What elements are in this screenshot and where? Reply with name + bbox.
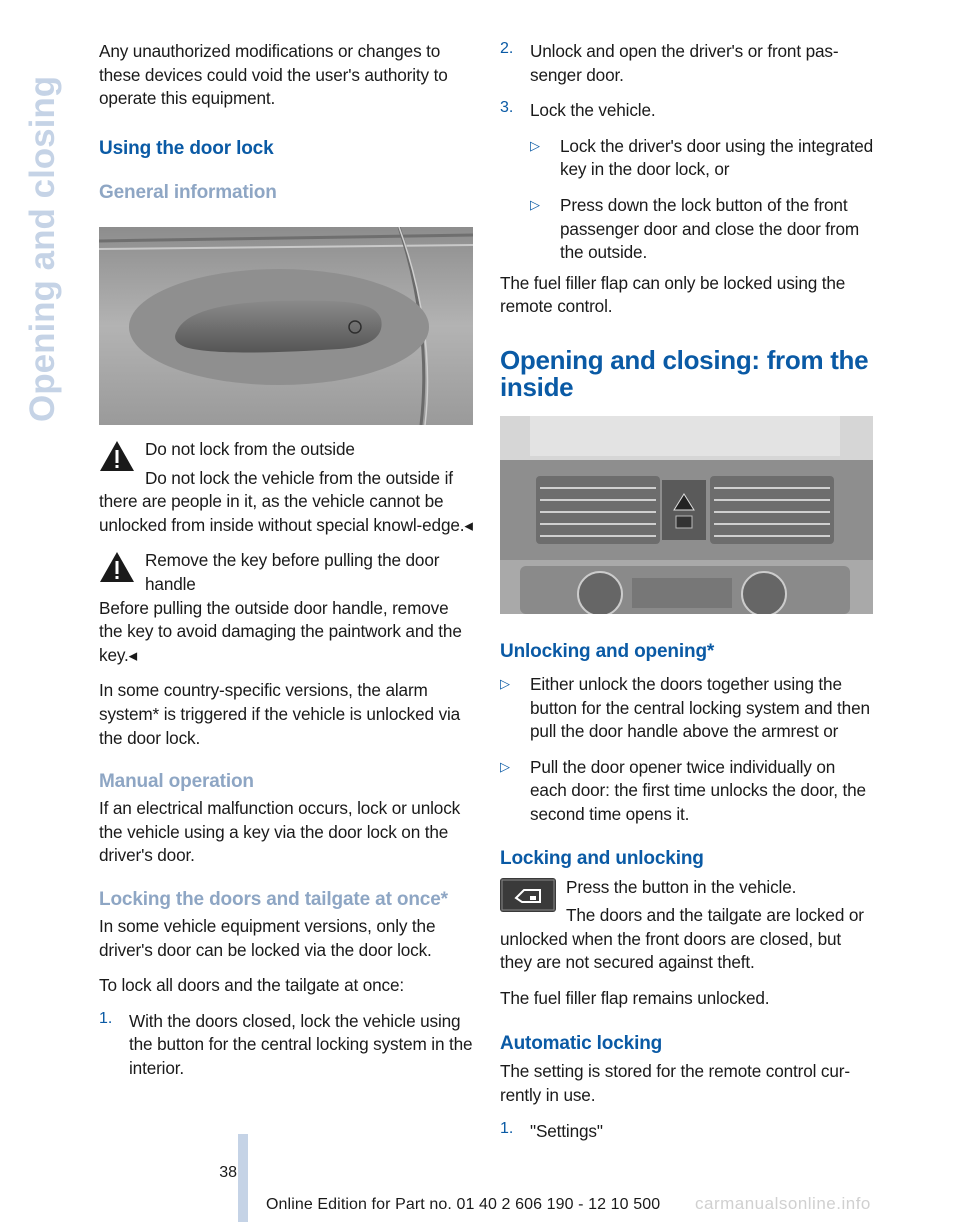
sidebar-chapter-title: [8, 40, 64, 440]
warning-triangle-icon: [99, 551, 135, 583]
center-console-image: [500, 416, 873, 614]
unlock-bullet-2-text: Pull the door opener twice individually on each door: the first time unlocks the door, the second time opens it.: [530, 756, 866, 824]
warning-triangle-icon: [99, 440, 135, 472]
unlock-bullet-1: [500, 673, 874, 744]
step-3: [500, 99, 874, 123]
bullet-triangle-icon: ▷: [530, 137, 540, 153]
locking-once-body-2: To lock all doors and the tailgate at once:: [99, 975, 405, 996]
heading-general-information: General information: [99, 182, 277, 203]
watermark: carmanualsonline.info: [695, 1194, 871, 1213]
door-handle-image: [99, 227, 473, 425]
footer-accent-bar: [238, 1134, 248, 1222]
fuel-flap-paragraph: The fuel filler flap can only be locked using the remote control.: [500, 272, 846, 317]
locking-once-body-1: In some vehicle equipment versions, only the driver's door can be locked via the door lock.: [99, 915, 436, 960]
heading-manual-operation: Manual operation: [99, 771, 254, 793]
warning-remove-key-title: Remove the key before pulling the door handle: [145, 550, 440, 594]
step-3-bullet-1-text: Lock the driver's door using the integrated key in the door lock, or: [560, 135, 874, 180]
intro-paragraph: Any unauthorized modifications or changes to these devices could void the user's authority to operate this equipment.: [99, 41, 448, 109]
warning-lock-outside-body-first: Do not lock the vehicle from the outside if: [145, 467, 453, 488]
unlock-bullet-1-text: Either unlock the doors together using the button for the central locking system and then pull the door handle above the armrest or: [530, 673, 870, 742]
heading-unlocking-opening: Unlocking and opening*: [500, 640, 715, 662]
lock-button-section: [500, 876, 874, 975]
step-1-text: With the doors closed, lock the vehicle using the button for the central locking system in the interior.: [129, 1010, 473, 1078]
step-2-number: 2.: [500, 40, 514, 57]
heading-locking-at-once: Locking the doors and tailgate at once*: [99, 888, 448, 910]
bullet-triangle-icon: ▷: [530, 196, 540, 212]
lock-body-rest: unlocked when the front doors are closed, but they are not secured against theft.: [500, 928, 842, 973]
settings-step-number: 1.: [500, 1119, 514, 1137]
warning-remove-key-body: Before pulling the outside door handle, remove the key to avoid damaging the paintwork and the key.◂: [99, 597, 462, 665]
sidebar-chapter-title-text: Opening and closing: [23, 75, 62, 422]
step-1-number: 1.: [99, 1009, 113, 1027]
step-3-text: Lock the vehicle.: [530, 100, 656, 121]
heading-using-door-lock: Using the door lock: [99, 138, 274, 159]
warning-lock-outside-title: Do not lock from the outside: [145, 439, 355, 459]
warning-lock-outside: [99, 438, 473, 537]
warning-lock-outside-body: there are people in it, as the vehicle cannot be unlocked from inside without special knowl‐edge.◂: [99, 491, 473, 535]
warning-remove-key: [99, 549, 473, 667]
fuel-flap-unlocked: The fuel filler flap remains unlocked.: [500, 987, 770, 1008]
step-3-number: 3.: [500, 99, 514, 117]
settings-step-text: "Settings": [530, 1120, 603, 1141]
footer-edition: Online Edition for Part no. 01 40 2 606 190 - 12 10 500: [266, 1196, 661, 1213]
heading-locking-unlocking: Locking and unlocking: [500, 847, 704, 869]
press-button-text: Press the button in the vehicle.: [566, 876, 797, 897]
settings-step: [500, 1120, 874, 1144]
central-locking-button-icon: [500, 878, 556, 912]
step-3-bullet-2-text: Press down the lock button of the front passenger door and close the door from the outside.: [560, 194, 860, 263]
lock-body-first: The doors and the tailgate are locked or: [566, 905, 864, 926]
bullet-triangle-icon: ▷: [500, 675, 510, 691]
right-column: [500, 40, 874, 1143]
alarm-paragraph: In some country-specific versions, the alarm system* is triggered if the vehicle is unlocked via the door lock.: [99, 680, 461, 748]
manual-operation-body: If an electrical malfunction occurs, lock or unlock the vehicle using a key via the door lock on the driver's door.: [99, 798, 461, 866]
step-1: [99, 1010, 473, 1081]
step-3-bullet-2: [500, 194, 874, 265]
page-number: 38: [219, 1164, 237, 1181]
step-3-bullet-1: [500, 135, 874, 182]
heading-opening-closing-inside: Opening and closing: from the inside: [500, 344, 869, 402]
step-2-text: Unlock and open the driver's or front pas‐senger door.: [530, 41, 839, 85]
automatic-locking-body: The setting is stored for the remote control cur‐rently in use.: [500, 1061, 850, 1106]
step-2: [500, 40, 874, 87]
heading-automatic-locking: Automatic locking: [500, 1033, 663, 1055]
bullet-triangle-icon: ▷: [500, 758, 510, 774]
left-column: [99, 40, 473, 1080]
unlock-bullet-2: [500, 756, 874, 827]
